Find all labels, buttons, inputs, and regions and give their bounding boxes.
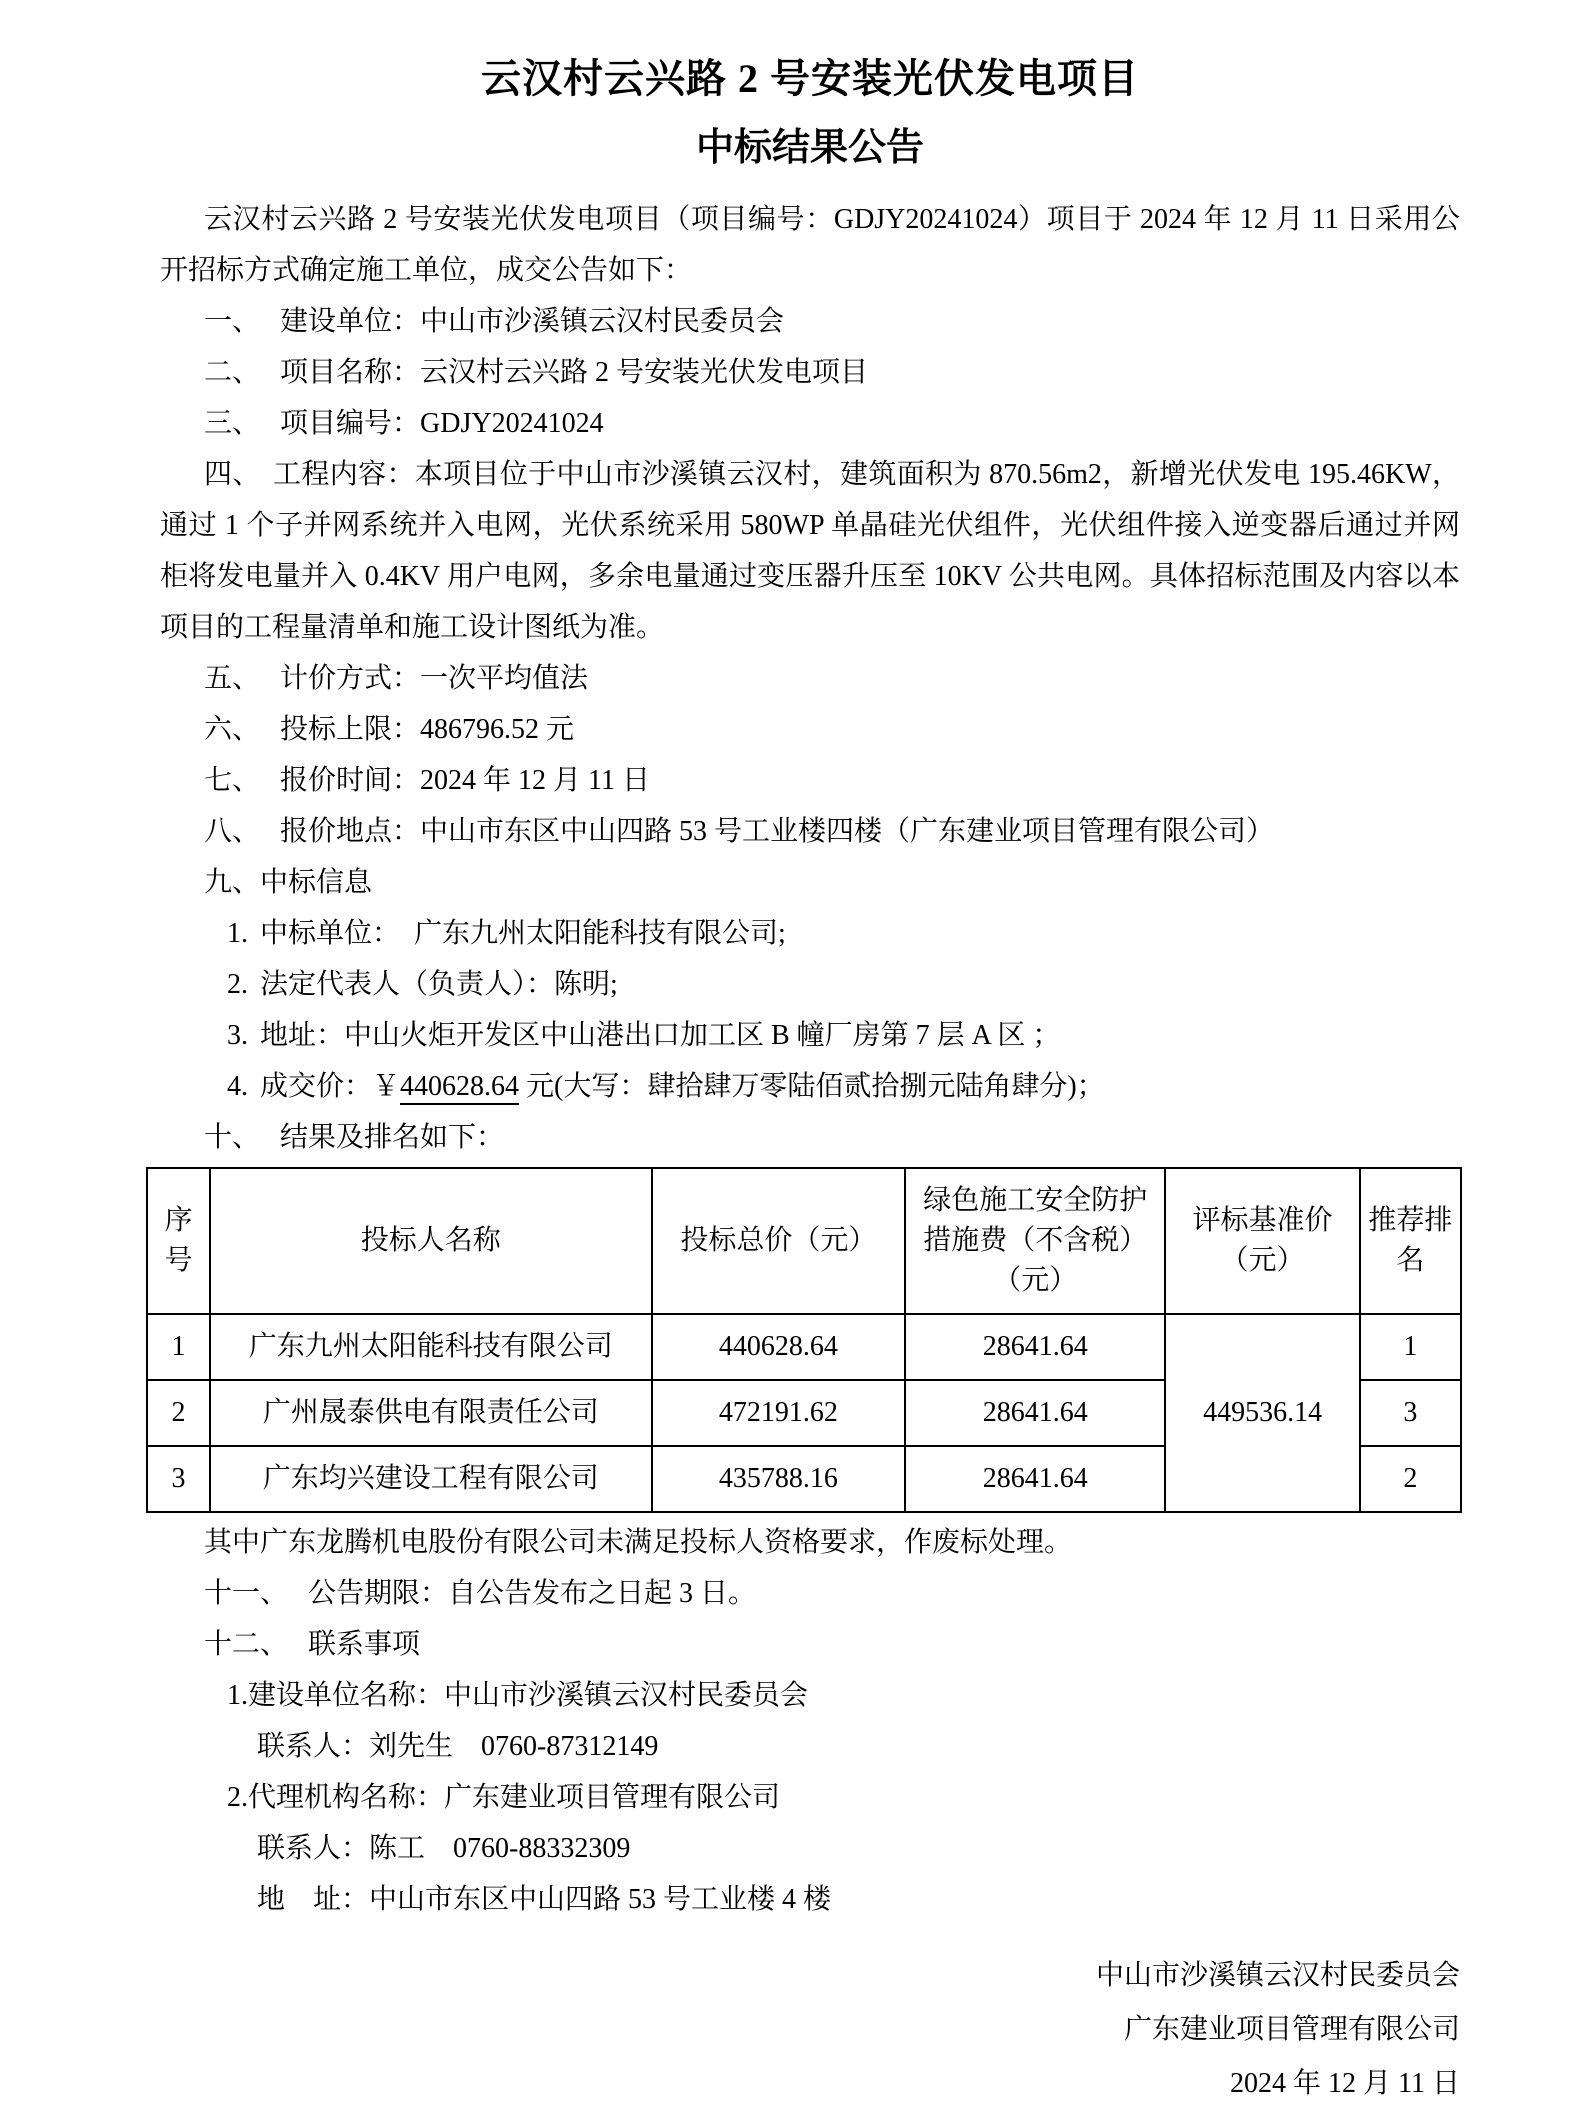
list-item-10 xyxy=(160,1112,1460,1163)
item-number: 十二、 xyxy=(204,1629,289,1660)
item-number: 五、 xyxy=(204,663,261,694)
list-item-6 xyxy=(160,704,1460,755)
cell-rank: 1 xyxy=(1360,1314,1461,1380)
item-number: 十一、 xyxy=(204,1578,289,1609)
signature-org-owner: 中山市沙溪镇云汉村民委员会 xyxy=(1095,1960,1460,1991)
table-row xyxy=(147,1314,1461,1380)
signature-block xyxy=(160,1949,1460,2111)
contact-line-owner-person: 联系人：刘先生 0760-87312149 xyxy=(257,1731,659,1762)
subitem-text: 法定代表人（负责人）：陈明; xyxy=(260,969,618,1000)
page-title: 云汉村云兴路 2 号安装光伏发电项目 xyxy=(481,56,1139,101)
cell-bidder: 广东均兴建设工程有限公司 xyxy=(210,1446,652,1512)
item-number: 三、 xyxy=(204,408,261,439)
cell-bidder: 广东九州太阳能科技有限公司 xyxy=(210,1314,652,1380)
intro-text: 云汉村云兴路 2 号安装光伏发电项目（项目编号：GDJY20241024）项目于 2024 年 12 月 11 日采用公开招标方式确定施工单位，成交公告如下： xyxy=(160,204,1460,286)
item-text: 公告期限：自公告发布之日起 3 日。 xyxy=(308,1578,757,1609)
cell-serial: 2 xyxy=(147,1380,210,1446)
results-table xyxy=(146,1167,1462,1513)
item-text: 投标上限：486796.52 元 xyxy=(280,714,575,745)
header-bidder-name: 投标人名称 xyxy=(210,1168,652,1314)
contact-line-agency-address: 地 址：中山市东区中山四路 53 号工业楼 4 楼 xyxy=(257,1884,832,1915)
cell-green-fee: 28641.64 xyxy=(905,1446,1165,1512)
header-total-price: 投标总价（元） xyxy=(652,1168,906,1314)
header-recommended-rank: 推荐排名 xyxy=(1360,1168,1461,1314)
subitem-number: 3. xyxy=(227,1020,248,1051)
subitem-number: 1. xyxy=(227,918,248,949)
cell-serial: 3 xyxy=(147,1446,210,1512)
deal-amount: 440628.64 xyxy=(400,1071,519,1105)
list-item-4 xyxy=(160,449,1460,653)
cell-serial: 1 xyxy=(147,1314,210,1380)
price-prefix: 成交价：￥ xyxy=(260,1071,401,1102)
award-subitem-1 xyxy=(227,908,1460,959)
award-subitem-4-price xyxy=(227,1061,1460,1112)
disqualified-note xyxy=(160,1517,1460,1568)
cell-total: 472191.62 xyxy=(652,1380,906,1446)
subitem-number: 4. xyxy=(227,1071,248,1102)
cell-rank: 2 xyxy=(1360,1446,1461,1512)
list-item-3 xyxy=(160,398,1460,449)
cell-total: 435788.16 xyxy=(652,1446,906,1512)
list-item-1 xyxy=(160,296,1460,347)
header-green-fee: 绿色施工安全防护措施费（不含税）（元） xyxy=(905,1168,1165,1314)
disqualified-note-text: 其中广东龙腾机电股份有限公司未满足投标人资格要求，作废标处理。 xyxy=(204,1527,1073,1558)
contact-line-agency-name: 2.代理机构名称：广东建业项目管理有限公司 xyxy=(227,1782,781,1813)
intro-paragraph xyxy=(160,194,1460,296)
list-item-9 xyxy=(160,857,1460,908)
cell-rank: 3 xyxy=(1360,1380,1461,1446)
cell-green-fee: 28641.64 xyxy=(905,1380,1165,1446)
item-number: 十、 xyxy=(204,1122,261,1153)
contact-line-agency-person: 联系人：陈工 0760-88332309 xyxy=(257,1833,631,1864)
list-item-11 xyxy=(160,1568,1460,1619)
item-text: 工程内容：本项目位于中山市沙溪镇云汉村，建筑面积为 870.56m2，新增光伏发电 195.46KW，通过 1 个子并网系统并入电网，光伏系统采用 580WP 单晶硅光伏组件，光伏组件接入逆变器后通过并网柜将发电量并入 0.4KV 用户电网，多余电量通过变压器升压至 10KV 公共电网。具体招标范围及内容以本项目的工程量清单和施工设计图纸为准。 xyxy=(160,459,1460,643)
page-subtitle: 中标结果公告 xyxy=(695,127,924,169)
cell-benchmark-price: 449536.14 xyxy=(1165,1314,1359,1512)
contact-line-owner-name: 1.建设单位名称：中山市沙溪镇云汉村民委员会 xyxy=(227,1680,809,1711)
table-header-row xyxy=(147,1168,1461,1314)
header-benchmark-price: 评标基准价（元） xyxy=(1165,1168,1359,1314)
subitem-text: 中标单位： 广东九州太阳能科技有限公司; xyxy=(260,918,786,949)
list-item-12 xyxy=(160,1619,1460,1670)
item-number: 六、 xyxy=(204,714,261,745)
list-item-2 xyxy=(160,347,1460,398)
item-text: 结果及排名如下： xyxy=(280,1122,505,1153)
header-serial-number: 序号 xyxy=(147,1168,210,1314)
price-suffix: 元(大写：肆拾肆万零陆佰贰拾捌元陆角肆分)； xyxy=(519,1071,1105,1102)
item-text: 报价地点：中山市东区中山四路 53 号工业楼四楼（广东建业项目管理有限公司） xyxy=(280,816,1275,847)
item-text: 报价时间：2024 年 12 月 11 日 xyxy=(280,765,650,796)
list-item-7 xyxy=(160,755,1460,806)
cell-total: 440628.64 xyxy=(652,1314,906,1380)
signature-org-agency: 广东建业项目管理有限公司 xyxy=(1123,2014,1460,2045)
item-text: 建设单位：中山市沙溪镇云汉村民委员会 xyxy=(280,306,785,337)
signature-date: 2024 年 12 月 11 日 xyxy=(1230,2068,1460,2099)
item-number: 七、 xyxy=(204,765,261,796)
award-subitem-2 xyxy=(227,959,1460,1010)
item-text: 项目名称：云汉村云兴路 2 号安装光伏发电项目 xyxy=(280,357,869,388)
list-item-5 xyxy=(160,653,1460,704)
cell-bidder: 广州晟泰供电有限责任公司 xyxy=(210,1380,652,1446)
subitem-text: 地址：中山火炬开发区中山港出口加工区 B 幢厂房第 7 层 A 区 ； xyxy=(260,1020,1061,1051)
item-text: 项目编号：GDJY20241024 xyxy=(280,408,604,439)
list-item-8 xyxy=(160,806,1460,857)
item-number: 一、 xyxy=(204,306,261,337)
item-text: 计价方式：一次平均值法 xyxy=(280,663,589,694)
item-text: 联系事项 xyxy=(308,1629,421,1660)
cell-green-fee: 28641.64 xyxy=(905,1314,1165,1380)
item-text: 中标信息 xyxy=(260,867,373,898)
item-number: 八、 xyxy=(204,816,261,847)
item-number: 九、 xyxy=(204,867,261,898)
item-number: 二、 xyxy=(204,357,261,388)
award-subitem-3 xyxy=(227,1010,1460,1061)
item-number: 四、 xyxy=(204,459,261,490)
subitem-number: 2. xyxy=(227,969,248,1000)
